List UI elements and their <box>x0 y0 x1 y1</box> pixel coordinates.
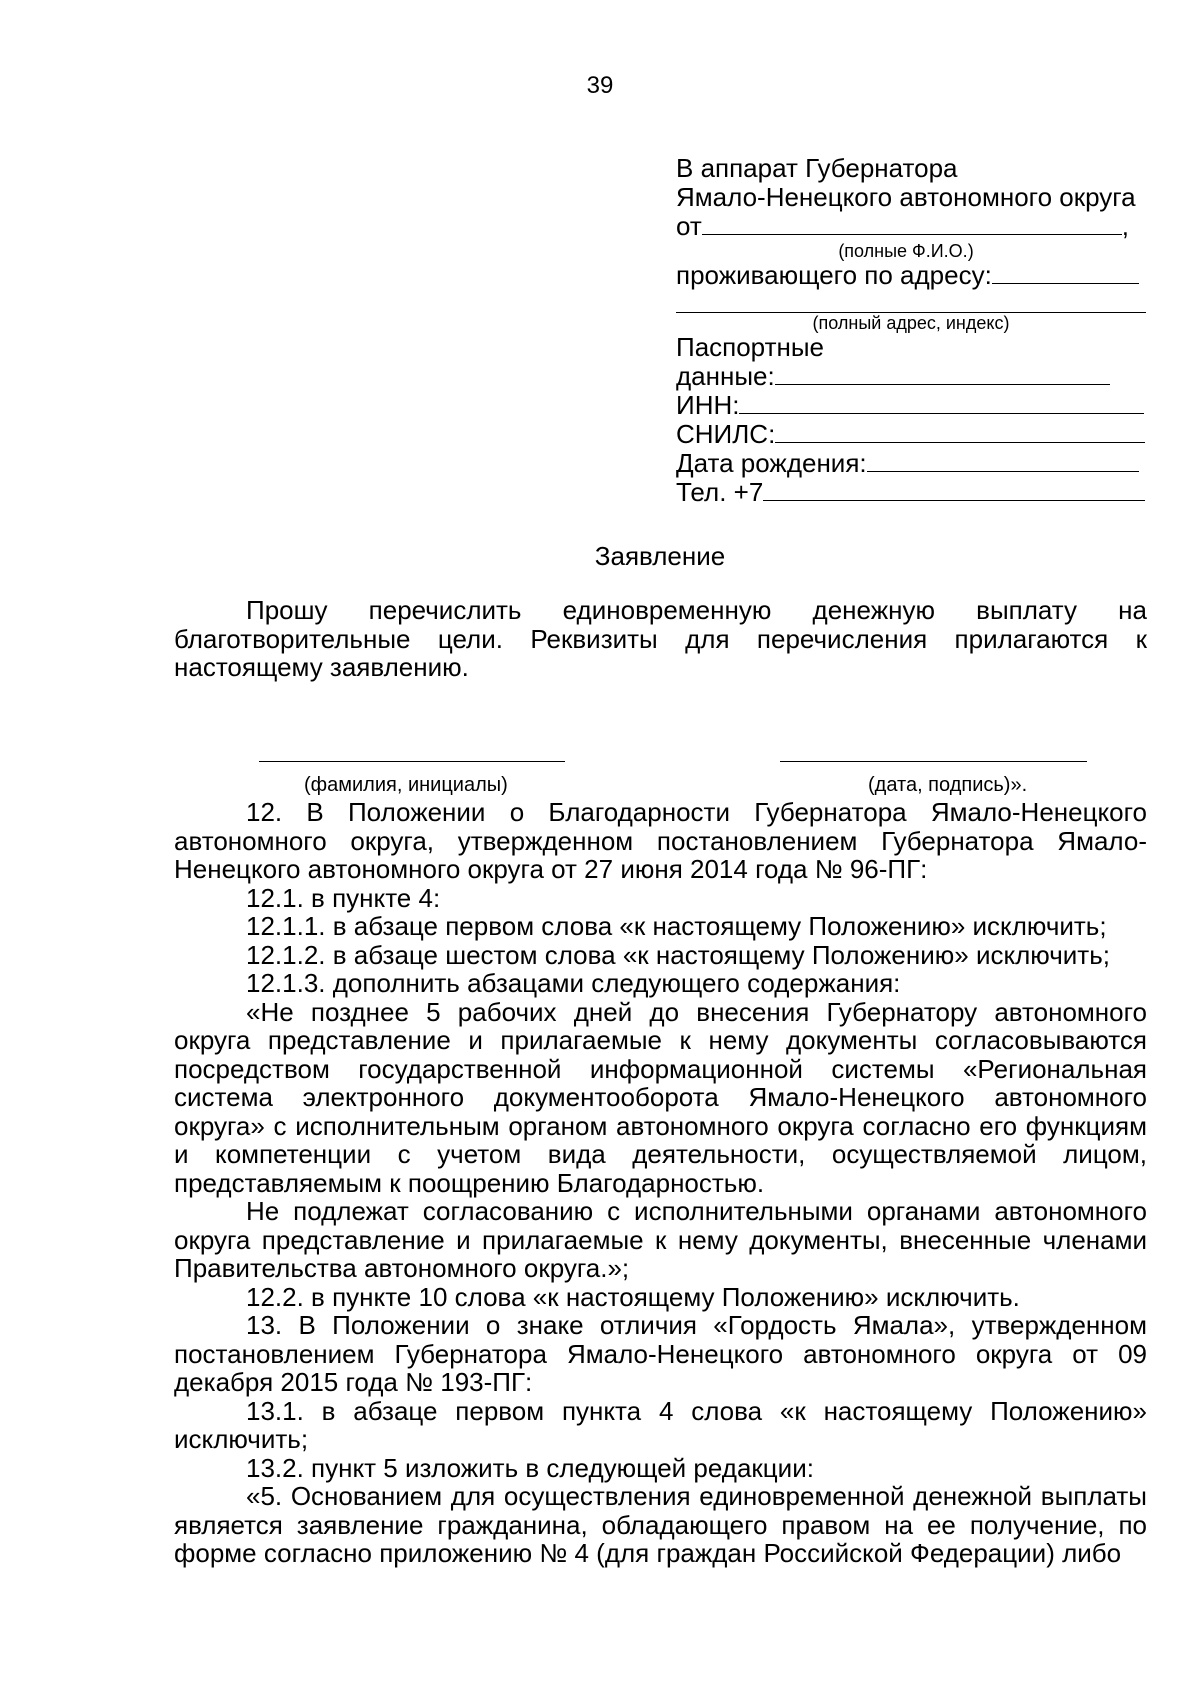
inn-label: ИНН: <box>676 390 740 420</box>
paragraph: 13.1. в абзаце первом пункта 4 слова «к настоящему Положению» исключить; <box>174 1395 1147 1454</box>
request-paragraph: Прошу перечислить единовременную денежную выплату на благотворительные цели. Реквизиты для перечисления прилагаются к настоящему заявлению. <box>174 595 1147 682</box>
paragraph: «Не позднее 5 рабочих дней до внесения Губернатору автономного округа представление и прилагаемые к нему документы согласовываются посредством государственной информационной системы «Региональная система электронного документооборота Ямало-Ненецкого автономного округа» с исполнительным органом автономного округа согласно его функциям и компетенции с учетом вида деятельности, осуществляемой лицом, представляемым к поощрению Благодарностью. <box>174 996 1147 1198</box>
fio-blank <box>702 212 1122 235</box>
snils-field <box>676 420 1146 449</box>
addressee-line-1: В аппарат Губернатора <box>676 153 958 183</box>
paragraph: Не подлежат согласованию с исполнительными органами автономного округа представление и прилагаемые к нему документы, внесенные членами Правительства автономного округа.»; <box>174 1196 1147 1283</box>
from-label: от <box>676 211 702 241</box>
addressee-block <box>676 154 1146 507</box>
paragraph: 13.2. пункт 5 изложить в следующей редакции: <box>246 1452 814 1483</box>
passport-field <box>676 362 1146 391</box>
name-signature-hint: (фамилия, инициалы) <box>304 774 508 796</box>
request-block <box>174 596 1147 682</box>
snils-label: СНИЛС: <box>676 419 776 449</box>
document-title: Заявление <box>594 541 726 571</box>
passport-label-1: Паспортные <box>676 332 824 362</box>
address-blank <box>992 261 1139 284</box>
date-signature-line <box>780 761 1087 762</box>
address-blank-line <box>676 292 1146 313</box>
address-hint: (полный адрес, индекс) <box>812 313 1010 333</box>
page-number: 39 <box>586 72 614 99</box>
phone-field <box>676 478 1146 507</box>
address-label: проживающего по адресу: <box>676 260 992 290</box>
paragraph: 12.1.1. в абзаце первом слова «к настоящему Положению» исключить; <box>246 911 1107 941</box>
paragraph: 12.2. в пункте 10 слова «к настоящему Положению» исключить. <box>246 1281 1020 1312</box>
from-suffix: , <box>1121 211 1130 241</box>
inn-blank <box>739 391 1144 414</box>
paragraph: «5. Основанием для осуществления единовременной денежной выплаты является заявление гражданина, обладающего правом на ее получение, по форме согласно приложению № 4 (для граждан Российской Федерации) либо <box>174 1481 1147 1568</box>
passport-blank <box>775 362 1110 385</box>
date-signature-hint: (дата, подпись)». <box>868 774 1028 796</box>
paragraph: 12.1.2. в абзаце шестом слова «к настоящему Положению» исключить; <box>246 939 1110 970</box>
address-field <box>676 261 1146 290</box>
name-signature-line <box>259 761 565 762</box>
paragraph: 12. В Положении о Благодарности Губернатора Ямало-Ненецкого автономного округа, утвержденном постановлением Губернатора Ямало-Ненецкого автономного округа от 27 июня 2014 года № 96-ПГ: <box>174 797 1147 884</box>
phone-label: Тел. +7 <box>676 477 764 507</box>
addressee-line-2: Ямало-Ненецкого автономного округа <box>676 182 1136 212</box>
birth-field <box>676 449 1146 478</box>
paragraph: 12.1.3. дополнить абзацами следующего содержания: <box>246 968 901 998</box>
birth-label: Дата рождения: <box>676 448 867 478</box>
passport-label-2: данные: <box>676 361 775 391</box>
inn-field <box>676 391 1146 420</box>
main-text <box>174 798 1147 1568</box>
paragraph: 13. В Положении о знаке отличия «Гордость Ямала», утвержденном постановлением Губернатора Ямало-Ненецкого автономного округа от 09 декабря 2015 года № 193-ПГ: <box>174 1310 1147 1397</box>
phone-blank <box>763 478 1145 501</box>
paragraph: 12.1. в пункте 4: <box>246 882 441 913</box>
snils-blank <box>775 420 1145 443</box>
birth-blank <box>867 449 1139 472</box>
from-field <box>676 212 1146 241</box>
fio-hint: (полные Ф.И.О.) <box>838 241 974 261</box>
